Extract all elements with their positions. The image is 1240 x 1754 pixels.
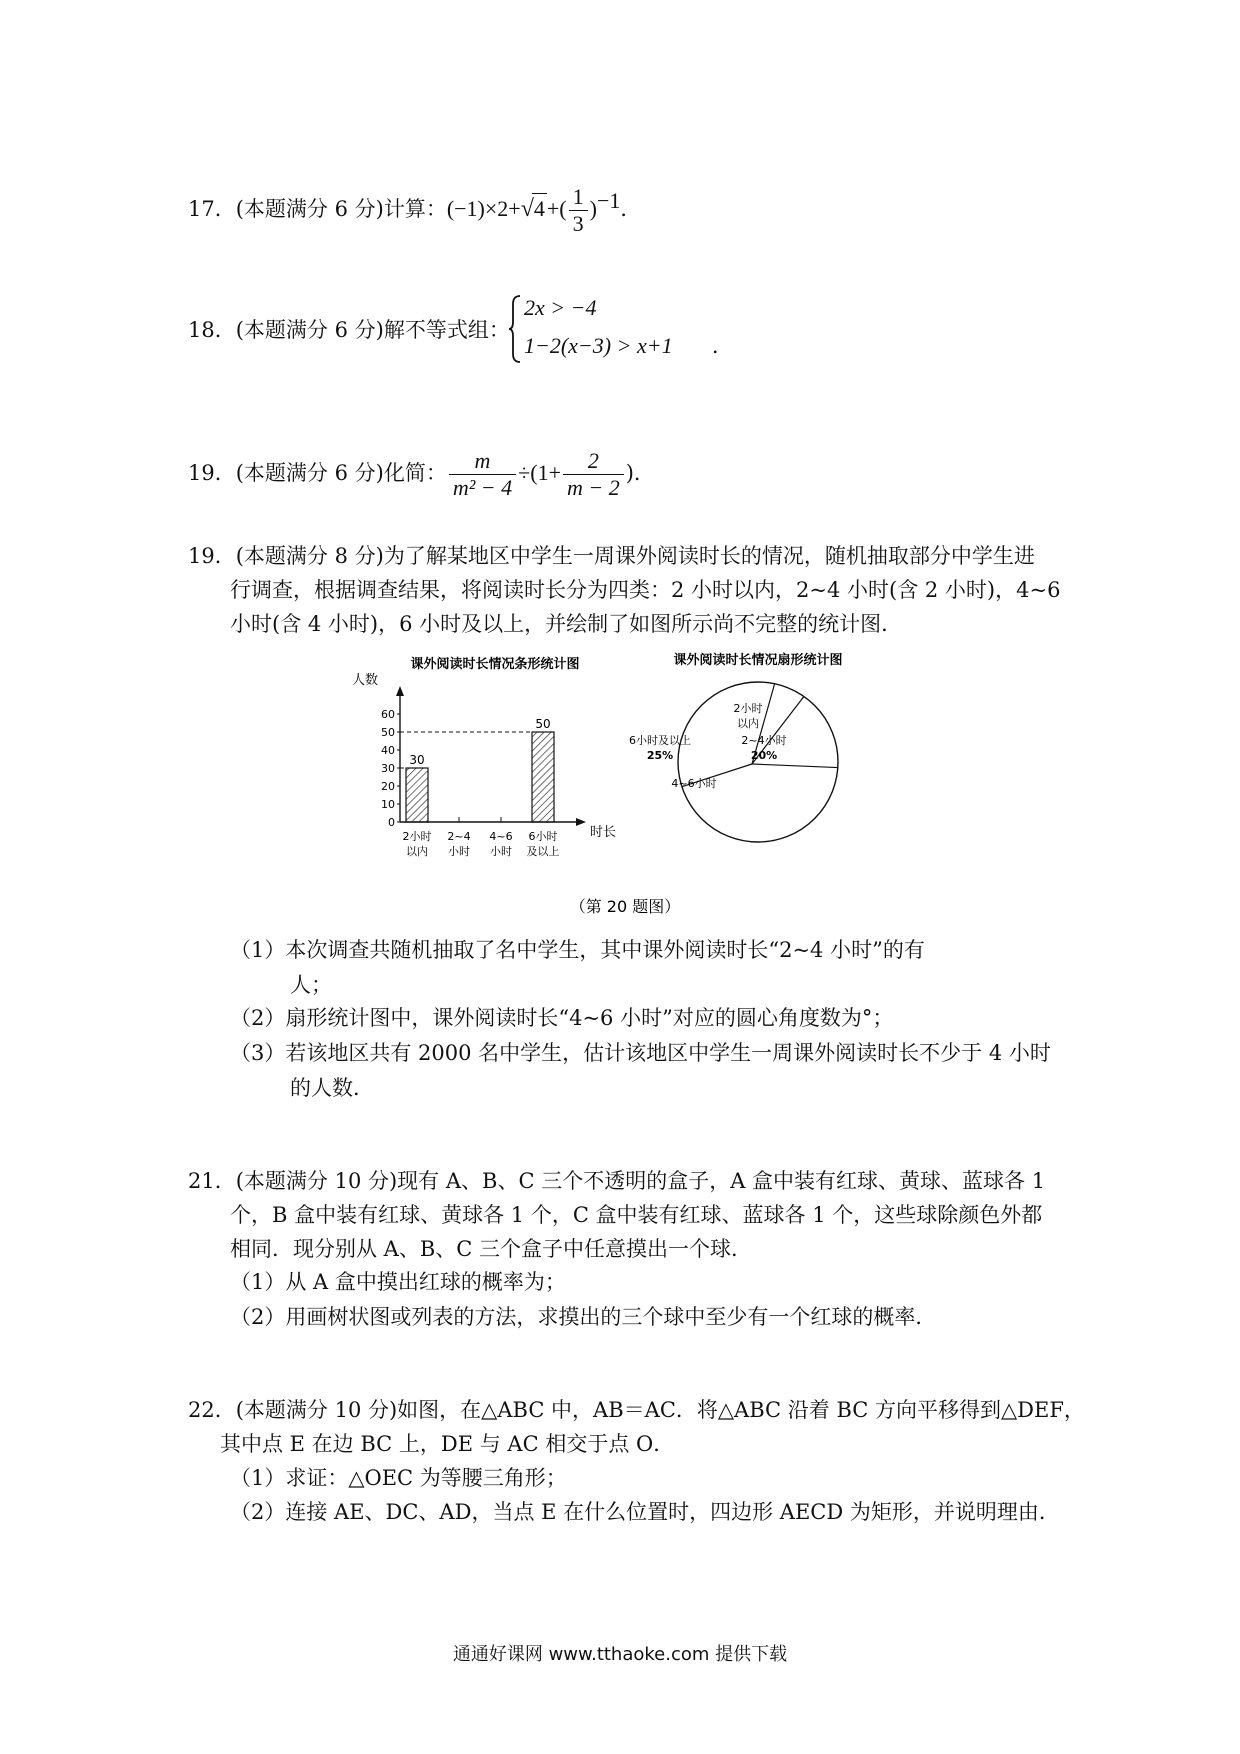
q19b-sub3a: （3）若该地区共有 2000 名中学生，估计该地区中学生一周课外阅读时长不少于 4 小时 — [230, 1041, 1051, 1065]
q17-frac-num: 1 — [569, 184, 588, 211]
q19a-end: )． — [625, 461, 655, 485]
q22-sub1: （1）求证：△OEC 为等腰三角形； — [230, 1466, 567, 1490]
q17-fraction — [569, 184, 588, 237]
q21-line1: 21．(本题满分 10 分)现有 A、B、C 三个不透明的盒子，A 盒中装有红球、黄球、蓝球各 1 — [188, 1169, 1046, 1193]
q18-end: ． — [712, 334, 733, 358]
q17-frac-den: 3 — [572, 211, 584, 236]
q21-line2: 个，B 盒中装有红球、黄球各 1 个，C 盒中装有红球、蓝球各 1 个，这些球除颜色外都 — [230, 1203, 1043, 1227]
y-tick-label: 10 — [381, 798, 395, 811]
pie-slice-label: 以内 — [737, 717, 759, 730]
bar — [406, 768, 428, 822]
q22-line2: 其中点 E 在边 BC 上，DE 与 AC 相交于点 O． — [220, 1432, 675, 1456]
y-tick-label: 30 — [381, 762, 395, 775]
pie-chart — [629, 682, 838, 842]
q17-end: ． — [620, 197, 642, 221]
q19b-sub1b: 人； — [290, 973, 332, 997]
q18-ineq1: 2x > −4 — [524, 295, 597, 320]
q19b-line2: 行调查，根据调查结果，将阅读时长分为四类：2 小时以内，2~4 小时(含 2 小时)，4~6 — [230, 578, 1061, 602]
y-axis-label: 人数 — [352, 673, 379, 688]
y-tick-label: 60 — [381, 708, 395, 721]
q19b-sub3b: 的人数． — [290, 1076, 374, 1100]
x-tick-label: 及以上 — [526, 845, 560, 858]
question-17 — [188, 184, 641, 237]
pie-slice-label: 6小时及以上 — [629, 734, 691, 747]
x-tick-label: 2~4 — [447, 830, 471, 843]
x-tick-label: 以内 — [406, 845, 428, 858]
q17-close: ) — [589, 196, 597, 221]
q19a-f2-den: m − 2 — [566, 475, 620, 500]
sqrt-sign: √ — [520, 196, 534, 222]
bar-chart — [352, 672, 616, 858]
footer-text: 通通好课网 www.tthaoke.com 提供下载 — [452, 1644, 788, 1665]
q19b-sub2: （2）扇形统计图中，课外阅读时长“4~6 小时”对应的圆心角度数为°； — [230, 1006, 894, 1030]
q18-ineq2: 1−2(x−3) > x+1 — [524, 333, 673, 358]
pie-slice-label: 25% — [646, 749, 674, 762]
x-tick-label: 小时 — [490, 845, 512, 858]
bar-chart-title: 课外阅读时长情况条形统计图 — [410, 657, 580, 672]
y-tick-label: 20 — [381, 780, 395, 793]
question-18 — [188, 315, 510, 345]
q21-line3: 相同．现分别从 A、B、C 三个盒子中任意摸出一个球． — [230, 1237, 753, 1261]
y-tick-label: 40 — [381, 744, 395, 757]
pie-slice-label: 2小时 — [733, 702, 763, 715]
x-tick-label: 6小时 — [528, 830, 558, 843]
q22-line1: 22．(本题满分 10 分)如图，在△ABC 中，AB＝AC．将△ABC 沿着 BC 方向平移得到△DEF， — [188, 1398, 1085, 1422]
q19a-f1-den: m² − 4 — [452, 475, 513, 500]
figure-caption: （第 20 题图） — [569, 897, 681, 916]
x-tick-label: 小时 — [448, 845, 470, 858]
q17-prefix: 17．(本题满分 6 分)计算： — [188, 197, 447, 221]
pie-slice-label: 2~4小时 — [741, 734, 787, 747]
bar-data-label: 50 — [535, 717, 551, 731]
q17-plus: +( — [546, 196, 567, 221]
q19a-f2-num: 2 — [563, 448, 624, 475]
x-axis-label: 时长 — [590, 825, 617, 840]
question-19-simplify — [188, 448, 655, 501]
q19a-mid: ÷(1+ — [518, 460, 561, 485]
x-tick-label: 4~6 — [489, 830, 513, 843]
x-axis-arrow-icon — [576, 818, 586, 826]
charts-svg — [352, 644, 880, 924]
y-axis-arrow-icon — [396, 686, 404, 696]
pie-chart-title: 课外阅读时长情况扇形统计图 — [673, 653, 843, 668]
q19a-f1-num: m — [449, 448, 516, 475]
bar-data-label: 30 — [409, 753, 425, 767]
pie-slice-boundary — [752, 764, 838, 768]
statistics-figure — [352, 644, 880, 924]
q21-sub1: （1）从 A 盒中摸出红球的概率为； — [230, 1270, 566, 1294]
q19a-fraction-1 — [449, 448, 516, 501]
q22-sub2: （2）连接 AE、DC、AD，当点 E 在什么位置时，四边形 AECD 为矩形，并说明理由． — [230, 1500, 1060, 1524]
q17-exp: −1 — [596, 188, 621, 213]
q18-prefix: 18．(本题满分 6 分)解不等式组： — [188, 318, 510, 342]
q17-sqrt-arg: 4 — [532, 193, 547, 224]
left-brace-icon — [508, 294, 522, 364]
q19b-line3: 小时(含 4 小时)，6 小时及以上，并绘制了如图所示尚不完整的统计图． — [230, 612, 903, 636]
pie-slice-label: 4~6小时 — [671, 777, 717, 790]
q19b-sub1a: （1）本次调查共随机抽取了名中学生，其中课外阅读时长“2~4 小时”的有 — [230, 938, 925, 962]
y-tick-label: 50 — [381, 726, 395, 739]
q19a-fraction-2 — [563, 448, 624, 501]
pie-slice-label: 20% — [750, 749, 778, 762]
bar — [532, 732, 554, 822]
q17-expr-a: (−1)×2+ — [446, 196, 521, 221]
x-tick-label: 2小时 — [402, 830, 432, 843]
q21-sub2: （2）用画树状图或列表的方法，求摸出的三个球中至少有一个红球的概率． — [230, 1305, 937, 1329]
q19b-line1: 19．(本题满分 8 分)为了解某地区中学生一周课外阅读时长的情况，随机抽取部分中学生进 — [188, 544, 1035, 568]
q19a-prefix: 19．(本题满分 6 分)化简： — [188, 461, 447, 485]
y-tick-label: 0 — [388, 816, 395, 829]
